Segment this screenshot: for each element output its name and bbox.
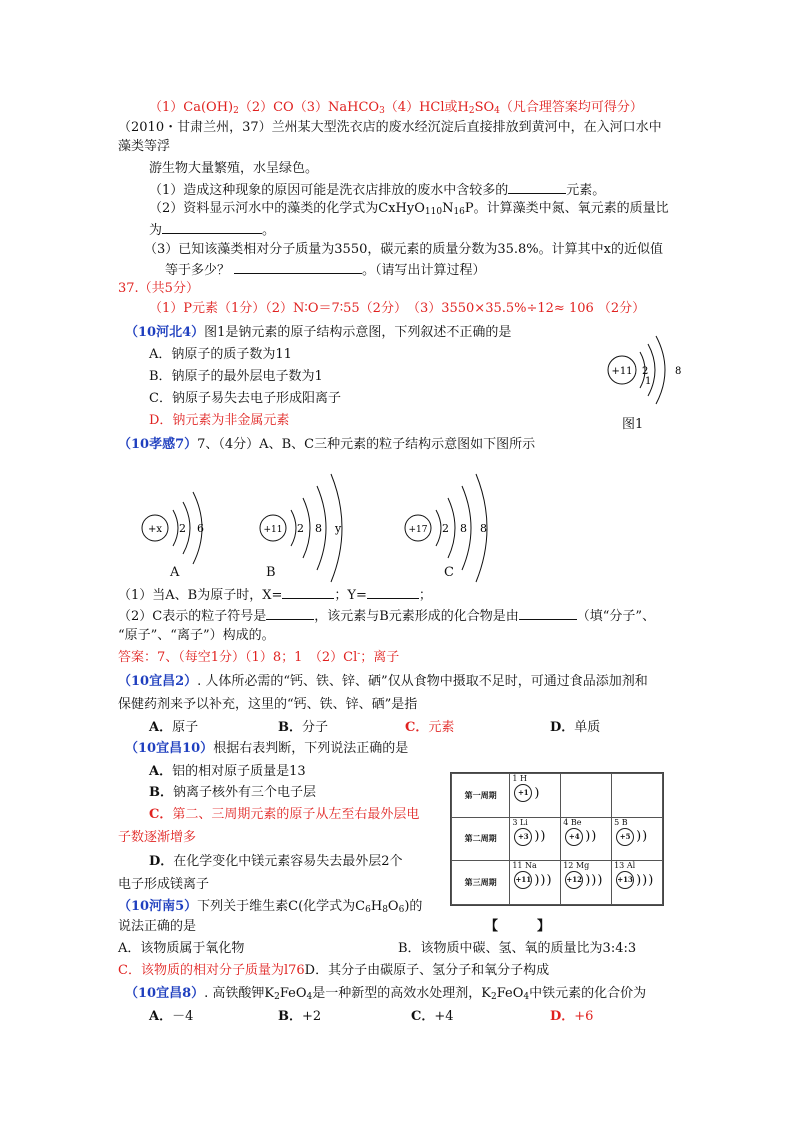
particle-c-shell3: 8 — [480, 522, 487, 535]
particle-b-shell1: 2 — [297, 522, 304, 535]
q37-answer: （1）P元素（1分）（2）N∶O＝7∶55（2分） （3）3550×35.5%÷12≈ 106 （2分） — [149, 301, 646, 316]
particle-diagram-c — [400, 470, 510, 570]
yichang10-option-d: D．在化学变化中镁元素容易失去最外层2个 — [149, 854, 403, 869]
atom-nucleus: +5 — [616, 828, 634, 846]
q37-source-line: （2010・甘肃兰州，37）兰州某大型洗衣店的废水经沉淀后直接排放到黄河中，在入河口水中 — [118, 120, 662, 135]
yichang2-question-cont: 保健药剂来予以补充，这里的“钙、铁、锌、硒”是指 — [118, 697, 418, 712]
yichang10-option-c-cont: 子数逐渐增多 — [118, 830, 197, 845]
electron-shells: )) — [636, 829, 649, 845]
electron-shells: ))) — [636, 872, 655, 888]
yichang10-option-c: C．第二、三周期元素的原子从左至右最外层电 — [149, 807, 420, 822]
yichang2-question: （10宜昌2）. 人体所必需的“钙、铁、锌、硒”仅从食物中摄取不足时，可通过食品添加剂和 — [118, 674, 648, 689]
henan-option-d: D．其分子由碳原子、氢分子和氧分子构成 — [304, 963, 550, 978]
hebei-option-b: B．钠原子的最外层电子数为1 — [149, 369, 323, 384]
electron-shells: )) — [585, 829, 598, 845]
particle-diagram-b — [255, 470, 365, 570]
particle-label-a: A — [170, 565, 180, 580]
answer-bracket[interactable]: 【 】 — [485, 919, 551, 934]
yichang10-option-a: A．铝的相对原子质量是13 — [149, 764, 306, 779]
hebei-option-a: A．钠原子的质子数为11 — [149, 347, 292, 362]
electron-shells: ) — [534, 785, 541, 801]
yichang8-option-d: D．+6 — [550, 1009, 594, 1024]
element-cell — [510, 817, 561, 861]
periodic-table — [451, 773, 663, 905]
henan-option-b: B．该物质中碳、氢、氧的质量比为3:4:3 — [398, 941, 637, 956]
shell-2-electrons: 8 — [675, 366, 682, 377]
sodium-atom-diagram — [600, 330, 710, 420]
shell-1-electrons: 2 — [642, 366, 649, 377]
yichang2-option-a: A．原子 — [149, 720, 199, 735]
xiaogan-sub2: （2）C表示的粒子符号是 ，该元素与B元素形成的化合物是由 （填“分子”、 — [118, 606, 655, 626]
hebei-option-c: C．钠原子易失去电子形成阳离子 — [149, 391, 341, 406]
atom-nucleus: +13 — [616, 871, 634, 889]
element-cell — [561, 817, 612, 861]
period-label: 第三周期 — [452, 861, 510, 905]
table-row — [452, 817, 663, 861]
hebei-question: （10河北4）图1是钠元素的原子结构示意图，下列叙述不正确的是 — [125, 325, 512, 340]
answer-blank[interactable] — [234, 260, 362, 274]
atom-nucleus: +1 — [514, 784, 532, 802]
yichang8-option-b: B．+2 — [278, 1009, 322, 1024]
figure-1-label: 图1 — [622, 417, 644, 432]
answer-blank-x[interactable] — [282, 585, 334, 599]
q37-sub3-cont: 等于多少？ 。（请写出计算过程） — [165, 260, 486, 280]
xiaogan-answer: 答案：7、（每空1分）（1）8；1 （2）Cl-；离子 — [118, 649, 400, 665]
hebei-option-d: D．钠元素为非金属元素 — [149, 413, 290, 428]
xiaogan-question: （10孝感7）7、（4分）A、B、C三种元素的粒子结构示意图如下图所示 — [118, 437, 536, 452]
yichang2-option-c: C．元素 — [405, 720, 455, 735]
q37-answer-number: 37.（共5分） — [118, 281, 199, 296]
q37-continued: 藻类等浮 — [118, 139, 171, 154]
answer-line-top: $(1)Ca(OH)_2(2)CO(3)NaHCO_3(4)HCl$或$H_2SO_4$（凡合理答案均可得分） — [149, 100, 643, 116]
element-cell — [612, 774, 663, 818]
period-label: 第二周期 — [452, 817, 510, 861]
henan-options-cd — [118, 962, 549, 980]
particle-c-shell1: 2 — [442, 522, 449, 535]
q37-line2: 游生物大量繁殖，水呈绿色。 — [149, 161, 319, 176]
shell-3-electrons: 1 — [645, 376, 652, 387]
q37-sub3: （3）已知该藻类相对分子质量为3550，碳元素的质量分数为35.8%。计算其中x的近似值 — [144, 242, 663, 257]
electron-shells: ))) — [534, 872, 553, 888]
particle-label-c: C — [444, 565, 454, 580]
element-symbol: 4 Be — [563, 817, 582, 827]
element-symbol: 13 Al — [614, 861, 636, 871]
yichang2-option-d: D．单质 — [550, 720, 601, 735]
henan-question-cont: 说法正确的是 — [118, 919, 197, 934]
element-symbol: 5 B — [614, 817, 628, 827]
yichang10-option-d-cont: 电子形成镁离子 — [118, 877, 210, 892]
particle-a-nucleus: +x — [147, 524, 163, 535]
yichang8-option-c: C．+4 — [411, 1009, 454, 1024]
element-symbol: 12 Mg — [563, 861, 590, 871]
element-symbol: 1 H — [512, 774, 527, 783]
xiaogan-sub1: （1）当A、B为原子时，X= ；Y= ； — [118, 585, 432, 605]
element-cell — [561, 861, 612, 905]
yichang2-option-b: B．分子 — [278, 720, 329, 735]
element-cell — [510, 861, 561, 905]
particle-a-shell1: 2 — [179, 522, 186, 535]
q37-sub1: （1）造成这种现象的原因可能是洗衣店排放的废水中含较多的 元素。 — [149, 180, 605, 200]
element-cell — [561, 774, 612, 818]
yichang10-question: （10宜昌10）根据右表判断，下列说法正确的是 — [125, 741, 409, 756]
yichang8-option-a: A．－4 — [149, 1009, 194, 1024]
answer-blank-y[interactable] — [367, 585, 419, 599]
atom-nucleus: +11 — [514, 871, 532, 889]
element-symbol: 11 Na — [512, 861, 537, 871]
particle-b-shell3: y — [335, 522, 342, 535]
table-row — [452, 774, 663, 818]
q37-sub2-cont: 为 。 — [149, 220, 275, 240]
nucleus-label: +11 — [611, 366, 633, 377]
electron-shells: ))) — [585, 872, 604, 888]
particle-c-nucleus: +17 — [408, 525, 428, 535]
particle-a-shell2: 6 — [197, 522, 204, 535]
answer-blank[interactable] — [508, 180, 566, 194]
particle-diagram-a — [135, 478, 235, 568]
particle-label-b: B — [266, 565, 276, 580]
element-symbol: 3 Li — [512, 817, 528, 827]
answer-blank-type[interactable] — [519, 606, 577, 620]
q37-sub2: （2）资料显示河水中的藻类的化学式为$CxHyO_{110}N_{16}P$。计算藻类中氮、氧元素的质量比 — [149, 201, 669, 217]
atom-nucleus: +3 — [514, 828, 532, 846]
henan-option-c: C．该物质的相对分子质量为l76 — [118, 963, 305, 978]
particle-b-shell2: 8 — [315, 522, 322, 535]
henan-question: （10河南5）下列关于维生素C(化学式为$C_6H_8O_6$)的 — [118, 899, 423, 915]
yichang8-question: （10宜昌8）. 高铁酸钾$K_2FeO_4$是一种新型的高效水处理剂，$K_2FeO_4$中铁元素的化合价为 — [125, 986, 647, 1002]
table-row — [452, 861, 663, 905]
periodic-table-figure — [450, 772, 664, 906]
electron-shells: )) — [534, 829, 547, 845]
element-cell — [612, 817, 663, 861]
answer-blank-symbol[interactable] — [266, 606, 314, 620]
henan-option-a: A．该物质属于氧化物 — [118, 941, 245, 956]
particle-b-nucleus: +11 — [263, 525, 283, 535]
period-label: 第一周期 — [452, 774, 510, 818]
xiaogan-sub2-cont: “原子”、“离子”）构成的。 — [118, 628, 275, 643]
atom-nucleus: +12 — [565, 871, 583, 889]
element-cell — [510, 774, 561, 818]
element-cell — [612, 861, 663, 905]
answer-blank[interactable] — [162, 220, 262, 234]
particle-c-shell2: 8 — [460, 522, 467, 535]
atom-nucleus: +4 — [565, 828, 583, 846]
yichang10-option-b: B．钠离子核外有三个电子层 — [149, 785, 317, 800]
